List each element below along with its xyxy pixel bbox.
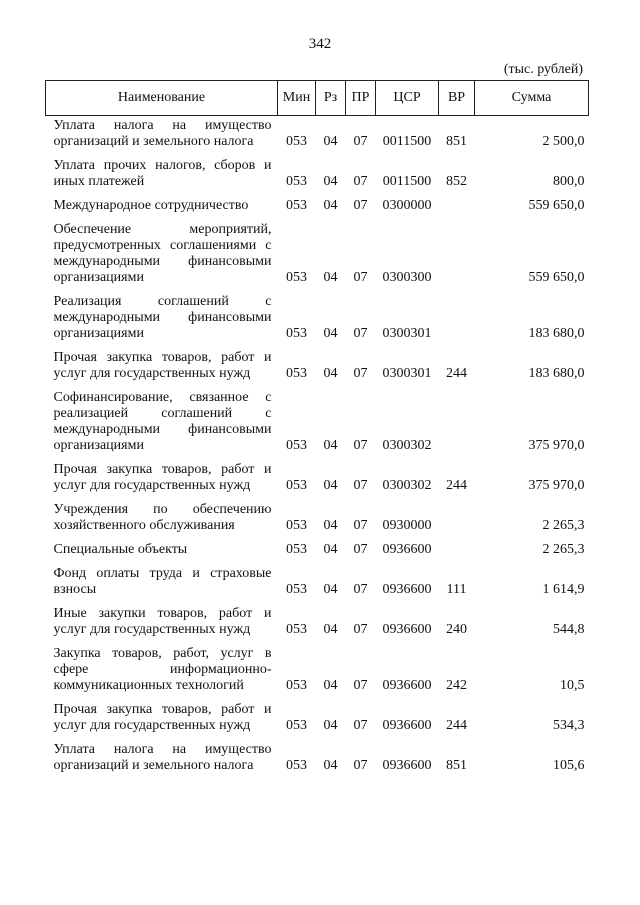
cell-rz: 04 (323, 582, 338, 597)
cell-name: Специальные объекты (53, 542, 188, 557)
page-number: 342 (308, 36, 332, 52)
cell-sum: 800,0 (553, 174, 585, 189)
cell-rz: 04 (323, 134, 338, 149)
cell-rz: 04 (323, 622, 338, 637)
cell-csr: 0936600 (382, 622, 432, 637)
cell-sum: 544,8 (553, 622, 585, 637)
table-row (46, 564, 589, 604)
cell-min: 053 (286, 758, 307, 773)
cell-vr: 240 (446, 622, 467, 637)
cell-name: Иные закупки товаров, работ и услуг для государственных нужд (53, 606, 272, 637)
cell-sum: 183 680,0 (528, 366, 585, 381)
cell-min: 053 (286, 582, 307, 597)
cell-rz: 04 (323, 198, 338, 213)
cell-min: 053 (286, 198, 307, 213)
cell-rz: 04 (323, 542, 338, 557)
cell-csr: 0300000 (382, 198, 432, 213)
cell-csr: 0011500 (382, 174, 432, 189)
cell-pr: 07 (353, 518, 368, 533)
cell-vr (439, 540, 475, 564)
table-row (46, 460, 589, 500)
cell-min: 053 (286, 542, 307, 557)
units-label: (тыс. рублей) (503, 62, 583, 77)
cell-pr: 07 (353, 198, 368, 213)
cell-rz: 04 (323, 678, 338, 693)
cell-csr: 0936600 (382, 758, 432, 773)
cell-csr: 0300302 (382, 438, 432, 453)
cell-name: Реализация соглашений с международными финансовыми организациями (53, 294, 272, 341)
cell-sum: 1 614,9 (542, 582, 585, 597)
cell-vr: 111 (446, 582, 467, 597)
cell-csr: 0930000 (382, 518, 432, 533)
cell-name: Прочая закупка товаров, работ и услуг для государственных нужд (53, 462, 272, 493)
cell-csr: 0300300 (382, 270, 432, 285)
cell-vr (439, 220, 475, 292)
cell-pr: 07 (353, 542, 368, 557)
cell-csr: 0936600 (382, 718, 432, 733)
cell-pr: 07 (353, 718, 368, 733)
table-row (46, 196, 589, 220)
cell-vr: 244 (446, 366, 467, 381)
header-vr: ВР (439, 81, 475, 116)
table-row (46, 644, 589, 700)
cell-name: Закупка товаров, работ, услуг в сфере информационно-коммуникационных технологий (53, 646, 272, 693)
cell-rz: 04 (323, 718, 338, 733)
cell-name: Уплата налога на имущество организаций и земельного налога (53, 118, 272, 149)
cell-min: 053 (286, 518, 307, 533)
cell-sum: 559 650,0 (528, 198, 585, 213)
cell-pr: 07 (353, 366, 368, 381)
cell-min: 053 (286, 718, 307, 733)
cell-csr: 0300302 (382, 478, 432, 493)
cell-vr (439, 500, 475, 540)
table-body (46, 116, 589, 781)
table-row (46, 700, 589, 740)
table-row (46, 348, 589, 388)
cell-vr: 851 (446, 134, 467, 149)
cell-name: Софинансирование, связанное с реализацией соглашений с международными финансовыми организациями (53, 390, 272, 453)
cell-rz: 04 (323, 366, 338, 381)
cell-name: Прочая закупка товаров, работ и услуг для государственных нужд (53, 702, 272, 733)
cell-name: Прочая закупка товаров, работ и услуг для государственных нужд (53, 350, 272, 381)
cell-csr: 0936600 (382, 582, 432, 597)
cell-pr: 07 (353, 478, 368, 493)
cell-pr: 07 (353, 758, 368, 773)
table-row (46, 156, 589, 196)
cell-vr (439, 292, 475, 348)
cell-name: Фонд оплаты труда и страховые взносы (53, 566, 272, 597)
budget-table (45, 80, 589, 780)
cell-min: 053 (286, 366, 307, 381)
cell-min: 053 (286, 438, 307, 453)
cell-pr: 07 (353, 678, 368, 693)
header-sum: Сумма (475, 81, 589, 116)
table-row (46, 500, 589, 540)
cell-min: 053 (286, 326, 307, 341)
cell-sum: 2 265,3 (542, 518, 585, 533)
cell-rz: 04 (323, 518, 338, 533)
table-header-row (46, 81, 589, 116)
cell-rz: 04 (323, 326, 338, 341)
cell-csr: 0011500 (382, 134, 432, 149)
table-row (46, 220, 589, 292)
cell-csr: 0936600 (382, 678, 432, 693)
table-row (46, 292, 589, 348)
cell-pr: 07 (353, 622, 368, 637)
cell-vr (439, 196, 475, 220)
cell-sum: 534,3 (553, 718, 585, 733)
cell-pr: 07 (353, 174, 368, 189)
cell-csr: 0300301 (382, 326, 432, 341)
cell-vr: 244 (446, 478, 467, 493)
cell-sum: 2 265,3 (542, 542, 585, 557)
header-pr: ПР (346, 81, 376, 116)
table-row (46, 540, 589, 564)
cell-sum: 183 680,0 (528, 326, 585, 341)
cell-min: 053 (286, 134, 307, 149)
table-row (46, 116, 589, 157)
cell-name: Учреждения по обеспечению хозяйственного обслуживания (53, 502, 272, 533)
cell-sum: 559 650,0 (528, 270, 585, 285)
cell-vr: 852 (446, 174, 467, 189)
cell-vr (439, 388, 475, 460)
cell-rz: 04 (323, 478, 338, 493)
cell-name: Уплата налога на имущество организаций и земельного налога (53, 742, 272, 773)
header-name: Наименование (46, 81, 278, 116)
cell-min: 053 (286, 678, 307, 693)
cell-min: 053 (286, 270, 307, 285)
table-row (46, 604, 589, 644)
cell-vr: 242 (446, 678, 467, 693)
cell-sum: 10,5 (560, 678, 585, 693)
table-row (46, 740, 589, 780)
table-row (46, 388, 589, 460)
cell-name: Международное сотрудничество (53, 198, 249, 213)
cell-sum: 105,6 (553, 758, 585, 773)
header-rz: Рз (316, 81, 346, 116)
cell-min: 053 (286, 478, 307, 493)
cell-rz: 04 (323, 174, 338, 189)
cell-rz: 04 (323, 438, 338, 453)
cell-pr: 07 (353, 582, 368, 597)
cell-name: Обеспечение мероприятий, предусмотренных соглашениями с международными финансовыми организациями (53, 222, 272, 285)
cell-pr: 07 (353, 438, 368, 453)
cell-vr: 851 (446, 758, 467, 773)
cell-sum: 375 970,0 (528, 478, 585, 493)
cell-min: 053 (286, 174, 307, 189)
cell-rz: 04 (323, 270, 338, 285)
header-csr: ЦСР (376, 81, 439, 116)
cell-vr: 244 (446, 718, 467, 733)
cell-csr: 0300301 (382, 366, 432, 381)
header-min: Мин (278, 81, 316, 116)
cell-rz: 04 (323, 758, 338, 773)
cell-name: Уплата прочих налогов, сборов и иных платежей (53, 158, 272, 189)
cell-pr: 07 (353, 270, 368, 285)
cell-pr: 07 (353, 134, 368, 149)
cell-min: 053 (286, 622, 307, 637)
cell-pr: 07 (353, 326, 368, 341)
cell-csr: 0936600 (382, 542, 432, 557)
cell-sum: 2 500,0 (542, 134, 585, 149)
cell-sum: 375 970,0 (528, 438, 585, 453)
